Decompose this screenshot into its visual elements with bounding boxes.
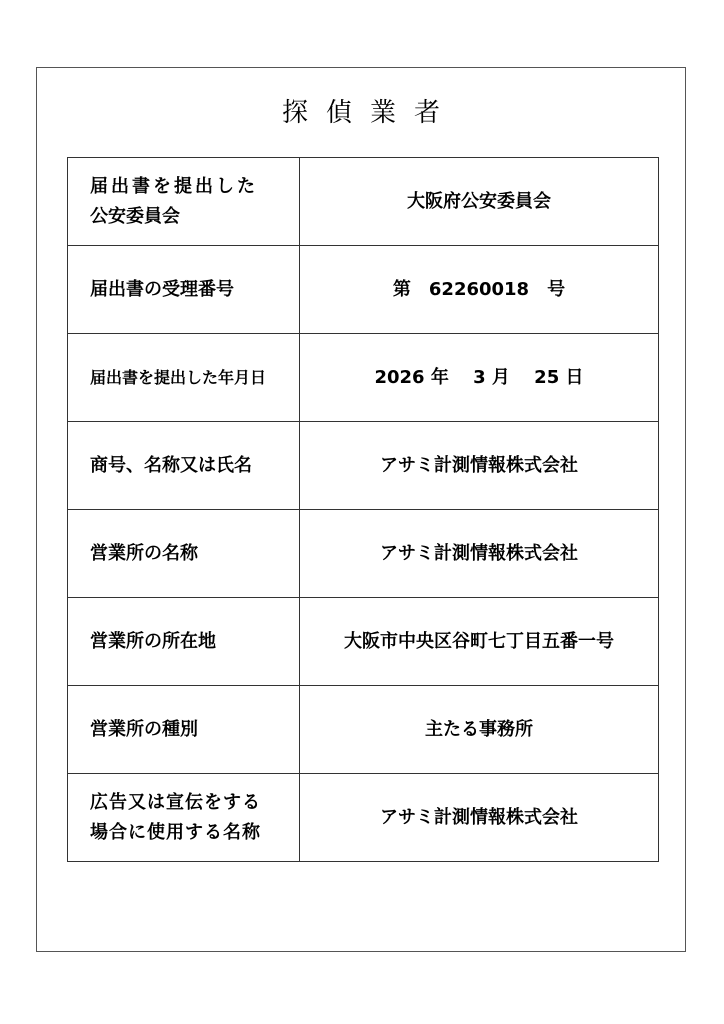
row-value: 2026 年 3 月 25 日 [300, 334, 659, 422]
label-line: 届出書を提出した [90, 175, 258, 197]
label-char: 理 [180, 278, 198, 300]
label-char: 届 [90, 278, 108, 300]
label-line-spread [90, 202, 285, 232]
row-label [68, 598, 300, 686]
label-char: の [144, 630, 162, 652]
table-row-office-name [68, 510, 659, 598]
row-value: アサミ計測情報株式会社 [300, 510, 659, 598]
label-char: の [144, 278, 162, 300]
label-char: 、 [126, 454, 144, 476]
label-char: の [144, 542, 162, 564]
label-char: 所 [126, 718, 144, 740]
label-line: 届出書を提出した年月日 [90, 367, 267, 387]
label-char: 所 [126, 542, 144, 564]
label-char: 委 [126, 205, 144, 227]
label-char: 公 [90, 205, 108, 227]
table-row-trade-name [68, 422, 659, 510]
label-char: 書 [126, 278, 144, 300]
label-char: 出 [108, 278, 126, 300]
label-char: 名 [234, 454, 252, 476]
label-char: の [144, 718, 162, 740]
row-label [68, 774, 300, 862]
row-value: アサミ計測情報株式会社 [300, 422, 659, 510]
table-row-commission [68, 158, 659, 246]
label-char: 種 [162, 718, 180, 740]
label-char: 員 [144, 205, 162, 227]
row-label [68, 510, 300, 598]
label-char: 会 [162, 205, 180, 227]
label-line-spread [90, 539, 285, 569]
label-char: 氏 [216, 454, 234, 476]
row-label [68, 334, 300, 422]
label-char: 安 [108, 205, 126, 227]
label-char: 業 [108, 542, 126, 564]
label-char: 営 [90, 630, 108, 652]
registration-table [67, 157, 659, 862]
row-value: 大阪市中央区谷町七丁目五番一号 [300, 598, 659, 686]
label-char: 営 [90, 718, 108, 740]
table-row-submission-date [68, 334, 659, 422]
label-char: 業 [108, 718, 126, 740]
label-char: 名 [144, 454, 162, 476]
label-line: 広告又は宣伝をする [90, 791, 261, 813]
row-label [68, 686, 300, 774]
label-char: 所 [162, 630, 180, 652]
row-value: アサミ計測情報株式会社 [300, 774, 659, 862]
label-char: は [198, 454, 216, 476]
table-row-advertising-name [68, 774, 659, 862]
label-char: 所 [126, 630, 144, 652]
label-char: 称 [180, 542, 198, 564]
table-row-receipt-number [68, 246, 659, 334]
label-char: 地 [198, 630, 216, 652]
label-char: 別 [180, 718, 198, 740]
row-value: 主たる事務所 [300, 686, 659, 774]
label-line-spread [90, 715, 285, 745]
label-char: 名 [162, 542, 180, 564]
table-row-office-address [68, 598, 659, 686]
label-line: 場合に使用する名称 [90, 821, 261, 843]
label-char: 受 [162, 278, 180, 300]
label-char: 号 [108, 454, 126, 476]
row-label [68, 246, 300, 334]
label-char: 商 [90, 454, 108, 476]
row-value: 大阪府公安委員会 [300, 158, 659, 246]
label-char: 業 [108, 630, 126, 652]
label-char: 称 [162, 454, 180, 476]
label-line-spread [90, 451, 285, 481]
row-label [68, 422, 300, 510]
row-value: 第 62260018 号 [300, 246, 659, 334]
label-char: 番 [198, 278, 216, 300]
label-char: 在 [180, 630, 198, 652]
document-title: 探偵業者 [281, 98, 458, 128]
label-char: 又 [180, 454, 198, 476]
label-char: 営 [90, 542, 108, 564]
label-char: 号 [216, 278, 234, 300]
label-line-spread [90, 627, 285, 657]
row-label [68, 158, 300, 246]
label-line-spread [90, 275, 285, 305]
table-row-office-type [68, 686, 659, 774]
